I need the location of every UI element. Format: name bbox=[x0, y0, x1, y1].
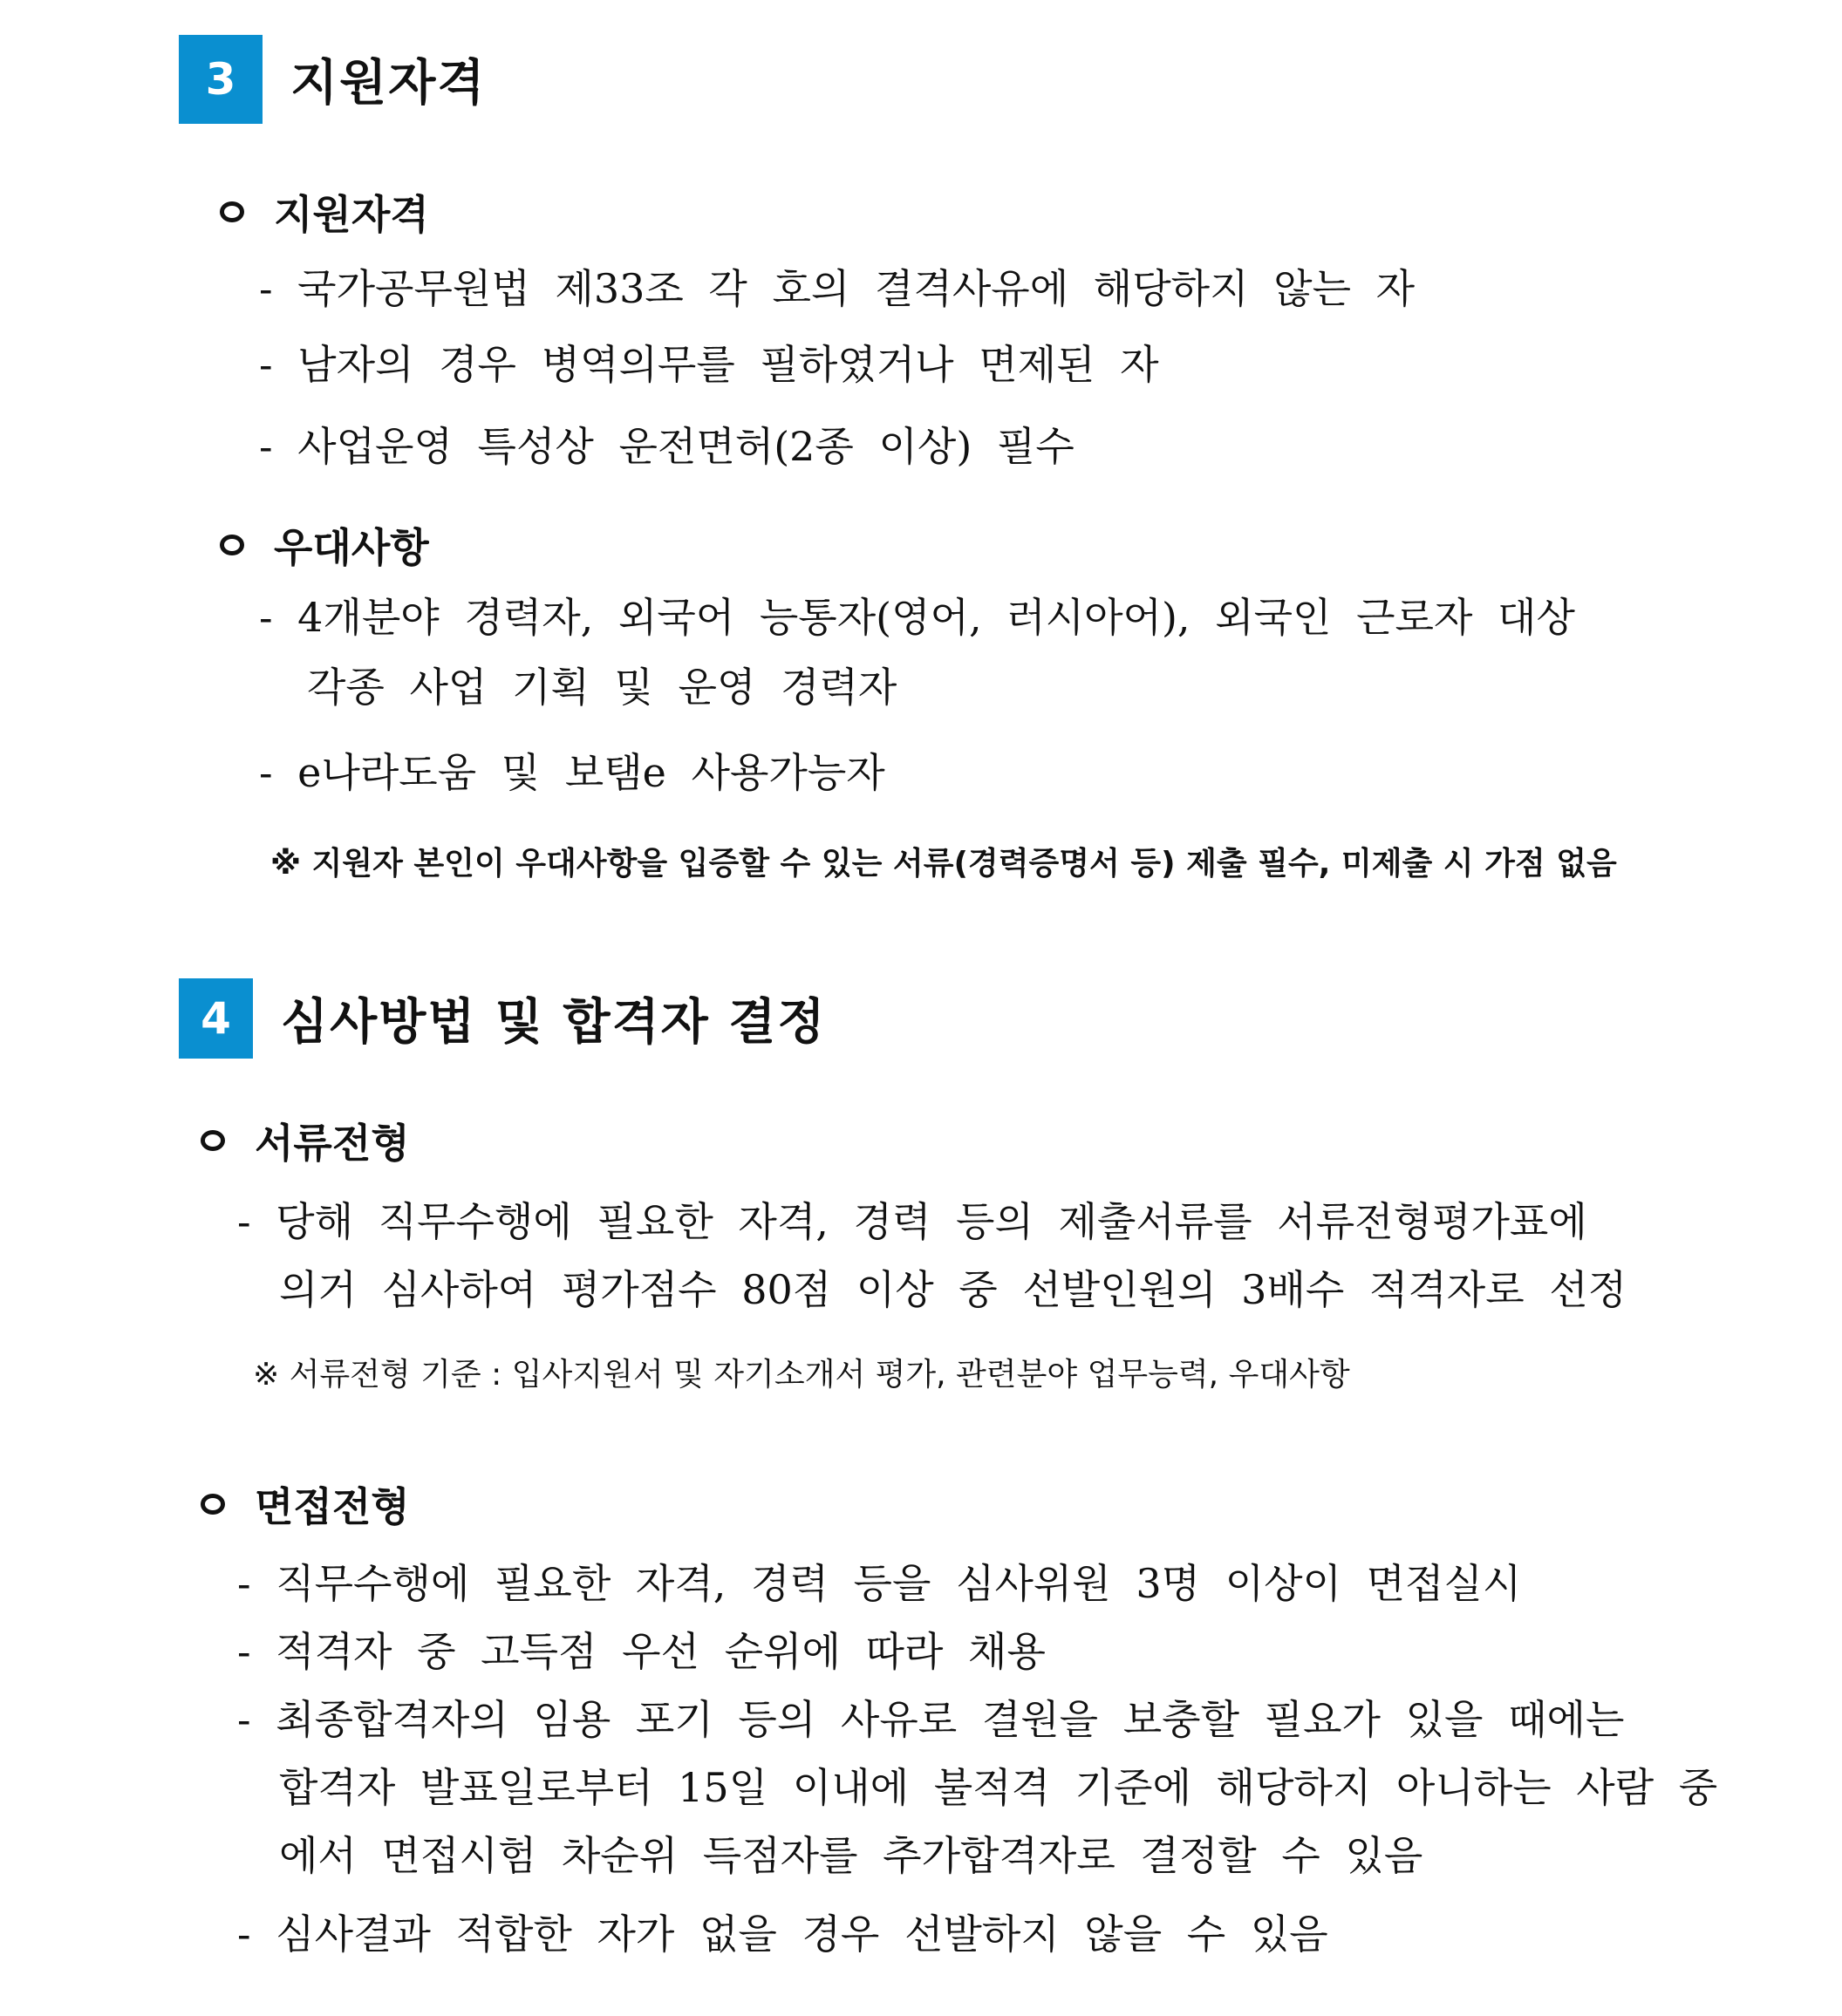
list-item-continuation: 합격자 발표일로부터 15일 이내에 불적격 기준에 해당하지 아니하는 사람 중 bbox=[279, 1764, 1718, 1811]
list-item: - 직무수행에 필요한 자격, 경력 등을 심사위원 3명 이상이 면접실시 bbox=[237, 1560, 1522, 1607]
subsection-title: 지원자격 bbox=[274, 191, 429, 238]
subsection-preferences bbox=[220, 516, 429, 574]
list-item: - 4개분야 경력자, 외국어 능통자(영어, 러시아어), 외국인 근로자 대상 bbox=[259, 594, 1575, 641]
section-4-number-badge: 4 bbox=[179, 978, 253, 1059]
section-4-title: 심사방법 및 합격자 결정 bbox=[281, 994, 827, 1051]
list-item: - 당해 직무수행에 필요한 자격, 경력 등의 제출서류를 서류전형평가표에 bbox=[237, 1198, 1587, 1245]
preference-note: ※ 지원자 본인이 우대사항을 입증할 수 있는 서류(경력증명서 등) 제출 필수, 미제출 시 가점 없음 bbox=[270, 846, 1617, 882]
list-item: - 남자의 경우 병역의무를 필하였거나 면제된 자 bbox=[259, 341, 1159, 388]
circle-bullet-icon bbox=[201, 1130, 225, 1151]
circle-bullet-icon bbox=[220, 535, 244, 555]
circle-bullet-icon bbox=[220, 201, 244, 222]
subsection-title: 서류전형 bbox=[255, 1120, 410, 1167]
subsection-title: 면접전형 bbox=[255, 1483, 410, 1530]
section-3-number-badge: 3 bbox=[179, 35, 263, 124]
circle-bullet-icon bbox=[201, 1494, 225, 1515]
list-item-continuation: 각종 사업 기획 및 운영 경력자 bbox=[307, 664, 897, 711]
screening-criteria-note: ※ 서류전형 기준 : 입사지원서 및 자기소개서 평가, 관련분야 업무능력, 우대사항 bbox=[253, 1357, 1350, 1393]
section-3-header bbox=[179, 35, 486, 124]
list-item: - 심사결과 적합한 자가 없을 경우 선발하지 않을 수 있음 bbox=[237, 1910, 1328, 1958]
section-4-header bbox=[179, 978, 826, 1059]
list-item: - 사업운영 특성상 운전면허(2종 이상) 필수 bbox=[259, 423, 1074, 470]
section-3-title: 지원자격 bbox=[290, 55, 487, 112]
list-item: - 국가공무원법 제33조 각 호의 결격사유에 해당하지 않는 자 bbox=[259, 265, 1416, 312]
list-item-continuation: 의거 심사하여 평가점수 80점 이상 중 선발인원의 3배수 적격자로 선정 bbox=[279, 1266, 1627, 1313]
subsection-title: 우대사항 bbox=[274, 524, 429, 571]
list-item: - e나라도움 및 보탬e 사용가능자 bbox=[259, 749, 885, 796]
list-item: - 적격자 중 고득점 우선 순위에 따라 채용 bbox=[237, 1628, 1046, 1675]
list-item-continuation: 에서 면접시험 차순위 득점자를 추가합격자로 결정할 수 있음 bbox=[279, 1832, 1423, 1879]
subsection-document-screening bbox=[201, 1112, 410, 1169]
subsection-interview bbox=[201, 1475, 410, 1533]
subsection-eligibility bbox=[220, 183, 429, 241]
list-item: - 최종합격자의 임용 포기 등의 사유로 결원을 보충할 필요가 있을 때에는 bbox=[237, 1696, 1625, 1743]
